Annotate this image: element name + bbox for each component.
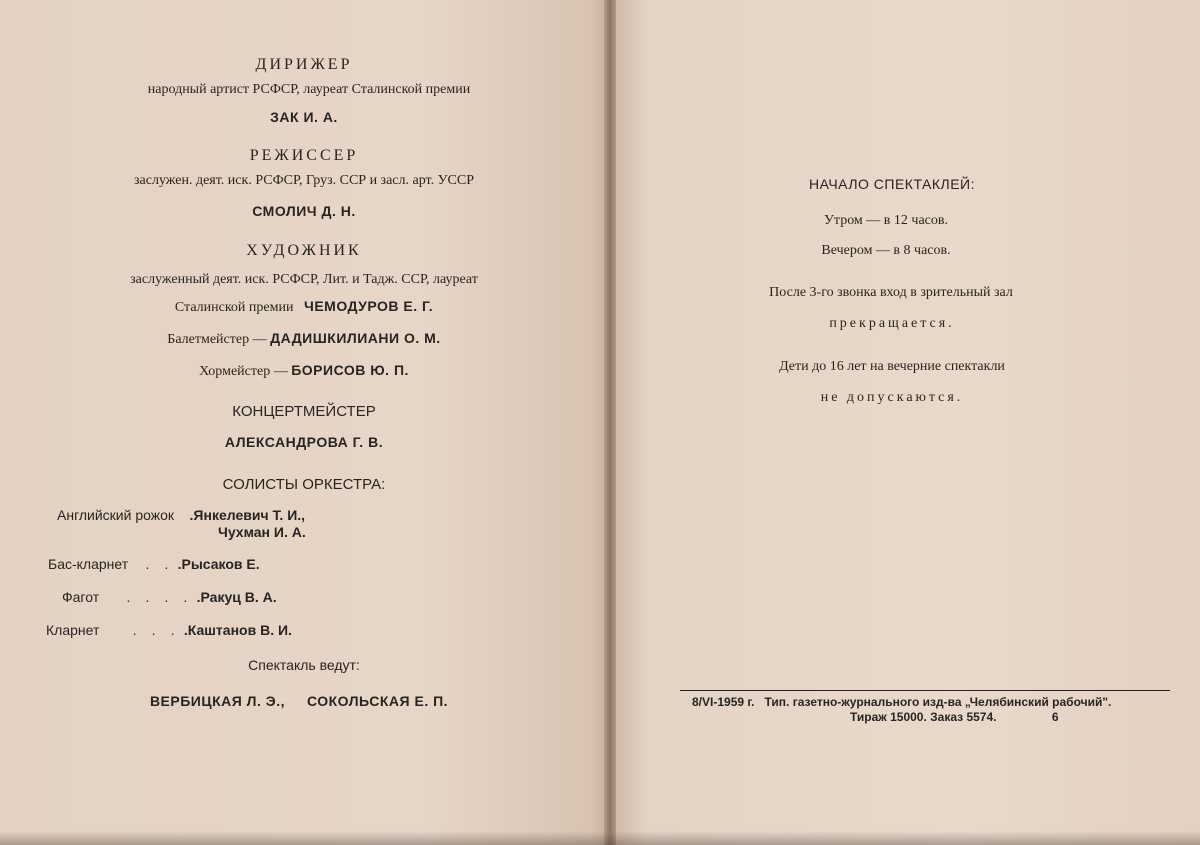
- choir-master-line: [0, 362, 608, 380]
- soloist-leader-dots: . . .: [132, 624, 181, 639]
- soloist-name: .Рысаков Е.: [177, 556, 260, 572]
- imprint-line2: [850, 710, 1059, 724]
- soloist-name: .Каштанов В. И.: [183, 622, 292, 638]
- lead-name: ВЕРБИЦКАЯ Л. Э.,: [149, 693, 286, 709]
- soloist-name: .Ракуц В. А.: [196, 589, 277, 605]
- soloist-row: [218, 524, 306, 542]
- designer-title-line2-text: Сталинской премии: [174, 300, 294, 315]
- booklet-gutter: [604, 0, 616, 845]
- choir-master-name: БОРИСОВ Ю. П.: [291, 362, 409, 378]
- accompanist-heading: КОНЦЕРТМЕЙСТЕР: [232, 403, 376, 420]
- imprint-line1: [692, 695, 1111, 709]
- soloist-leader-dots: . . . .: [126, 591, 194, 606]
- designer-title-line1: заслуженный деят. иск. РСФСР, Лит. и Тадж. ССР, лауреат: [130, 272, 478, 287]
- soloist-row: [46, 622, 292, 640]
- conductor-title: народный артист РСФСР, лауреат Сталинской премии: [147, 82, 471, 97]
- director-name: СМОЛИЧ Д. Н.: [252, 203, 356, 219]
- performances-heading: НАЧАЛО СПЕКТАКЛЕЙ:: [808, 176, 976, 192]
- designer-heading: ХУДОЖНИК: [246, 242, 362, 259]
- leads-heading: Спектакль ведут:: [248, 657, 360, 673]
- imprint-printer: Тип. газетно-журнального изд-ва „Челябинский рабочий".: [764, 695, 1112, 709]
- choir-master-role: Хормейстер —: [199, 364, 288, 379]
- designer-name: ЧЕМОДУРОВ Е. Г.: [303, 298, 434, 314]
- soloist-instrument: Бас-кларнет: [48, 556, 129, 572]
- bottom-shadow: [0, 831, 1200, 845]
- director-title: заслужен. деят. иск. РСФСР, Груз. ССР и засл. арт. УССР: [134, 173, 474, 188]
- soloist-row: [62, 589, 277, 607]
- soloist-row: [57, 507, 305, 525]
- ballet-master-role: Балетмейстер —: [167, 332, 267, 347]
- soloist-instrument: Фагот: [62, 589, 100, 605]
- children-notice-line1: Дети до 16 лет на вечерние спектакли: [779, 359, 1005, 374]
- soloist-row: [48, 556, 260, 574]
- soloist-instrument: Английский рожок: [57, 507, 175, 523]
- children-notice-line2: не допускаются.: [820, 390, 964, 405]
- soloist-instrument: Кларнет: [46, 622, 100, 638]
- designer-title-line2: [0, 298, 608, 316]
- imprint-run: Тираж 15000. Заказ 5574.: [850, 710, 997, 724]
- soloists-heading: СОЛИСТЫ ОРКЕСТРА:: [222, 476, 386, 493]
- evening-time: Вечером — в 8 часов.: [821, 243, 951, 258]
- late-entry-notice-line1: После 3-го звонка вход в зрительный зал: [769, 285, 1013, 300]
- director-heading: РЕЖИССЕР: [249, 147, 359, 164]
- conductor-heading: ДИРИЖЕР: [255, 56, 353, 73]
- ballet-master-line: [0, 330, 608, 348]
- lead-name: СОКОЛЬСКАЯ Е. П.: [306, 693, 449, 709]
- page-number: 6: [1051, 710, 1059, 724]
- conductor-name: ЗАК И. А.: [270, 109, 338, 125]
- accompanist-name: АЛЕКСАНДРОВА Г. В.: [224, 434, 384, 450]
- soloist-name: Чухман И. А.: [218, 524, 306, 540]
- imprint-rule: [680, 690, 1170, 691]
- morning-time: Утром — в 12 часов.: [824, 213, 948, 228]
- imprint-date: 8/VI-1959 г.: [692, 695, 755, 709]
- soloist-name: .Янкелевич Т. И.,: [189, 507, 306, 523]
- leads-line: [0, 693, 603, 709]
- late-entry-notice-line2: прекращается.: [829, 316, 955, 331]
- soloist-leader-dots: . .: [145, 558, 175, 573]
- ballet-master-name: ДАДИШКИЛИАНИ О. М.: [270, 330, 441, 346]
